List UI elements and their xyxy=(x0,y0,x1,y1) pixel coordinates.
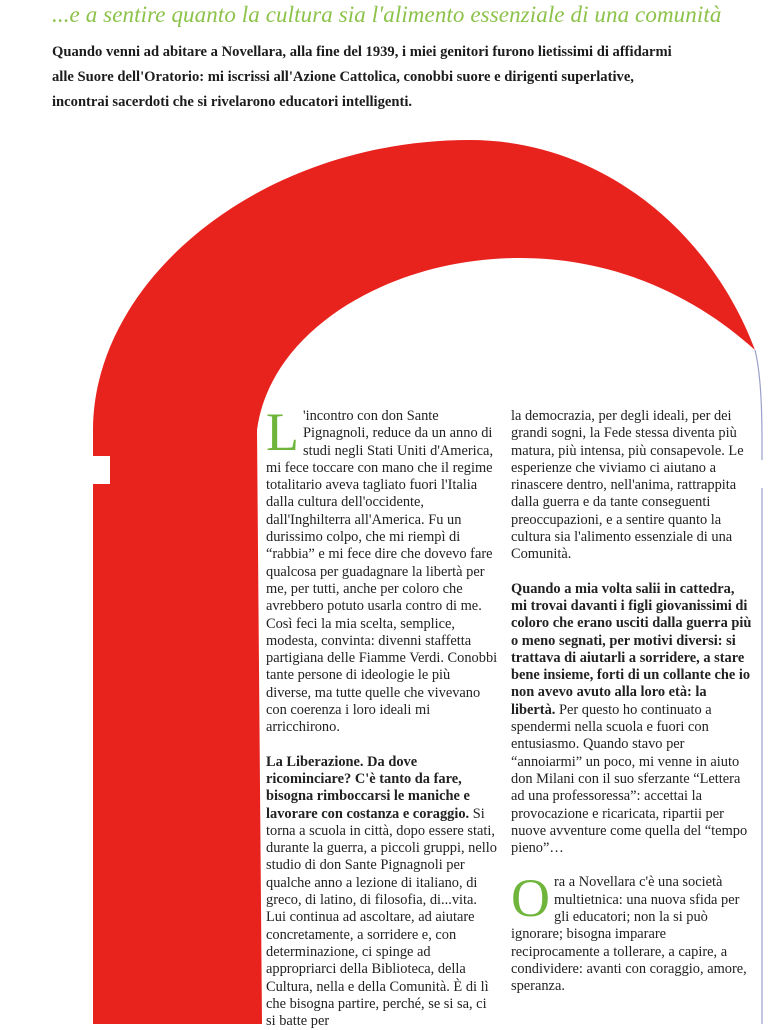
bold-lead-text: La Liberazione. Da dove ricominciare? C'è tanto da fare, bisogna rimboccarsi le maniche e lavorare con costanza e coraggio. xyxy=(266,753,470,822)
dropcap-l: L xyxy=(266,402,299,462)
paragraph-democrazia: la democrazia, per degli ideali, per dei grandi sogni, la Fede stessa diventa più matura, più intensa, più consapevole. Le esperienze che viviamo ci aiutano a rinascere dentro, nell'anima, rattrappita dalla guerra e da tante conseguenti preoccupazioni, e a sentire quanto la cultura sia l'alimento essenziale di una Comunità. xyxy=(511,408,744,563)
left-text-column xyxy=(266,402,498,1030)
paragraph-novellara xyxy=(511,868,753,995)
intro-line: incontrai sacerdoti che si rivelarono educatori intelligenti. xyxy=(52,94,413,110)
intro-line: Quando venni ad abitare a Novellara, alla fine del 1939, i miei genitori furono lietissimi di affidarmi xyxy=(52,44,672,60)
right-text-column xyxy=(511,408,753,996)
paragraph-liberazione xyxy=(266,754,498,1030)
bold-lead-text: Quando a mia volta salii in cattedra, mi trovai davanti i figli giovanissimi di coloro che erano usciti dalla guerra più o meno segnati, per motivi diversi: si trattava di aiutarli a sorridere, a stare bene insieme, forti di un collante che io non avevo avuto alla loro età: la libertà. xyxy=(511,580,752,718)
paragraph-text: Si torna a scuola in città, dopo essere stati, durante la guerra, a piccoli gruppi, nello studio di don Sante Pignagnoli per qualche anno a lezione di italiano, di greco, di latino, di filosofia, di...vita. Lui continua ad ascoltare, ad aiutare concretamente, a sorridere e, con determinazione, ci spinge ad appropriarci della Biblioteca, della Cultura, nella e della Comunità. È di lì che bisogna partire, perché, se si sa, ci si batte per xyxy=(266,805,497,1030)
arch-left-notch xyxy=(90,456,110,484)
paragraph-cattedra xyxy=(511,581,753,858)
arch-outline xyxy=(755,350,762,1024)
paragraph-text: Per questo ho continuato a spendermi nella scuola e fuori con entusiasmo. Quando stavo per “annoiarmi” un poco, mi venne in aiuto don Milani con il suo sferzante “Lettera ad una professoressa”: accettai la provocazione e ricaricata, ripartii per nuove avventure come quella del “tempo pieno”… xyxy=(511,701,748,857)
paragraph-text: 'incontro con don Sante Pignagnoli, reduce da un anno di studi negli Stati Uniti d'America, mi fece toccare con mano che il regime totalitario aveva tagliato fuori l'Italia dalla cultura dell'occidente, dall'Inghilterra all'America. Fu un durissimo colpo, che mi riempì di “rabbia” e mi fece dire che dovevo fare qualcosa per guadagnare la libertà per me, per tutti, anche per coloro che avrebbero potuto usarla contro di me. Così feci la mia scelta, semplice, modesta, convinta: divenni staffetta partigiana delle Fiamme Verdi. Conobbi tante persone di ideologie le più diverse, ma tutte quelle che vivevano con coerenza i loro ideali mi arricchirono. xyxy=(266,408,498,736)
paragraph-incontro xyxy=(266,402,498,737)
page-headline: ...e a sentire quanto la cultura sia l'alimento essenziale di una comunità xyxy=(52,2,722,27)
dropcap-o: O xyxy=(511,868,550,929)
intro-line: alle Suore dell'Oratorio: mi iscrissi all'Azione Cattolica, conobbi suore e dirigenti superlative, xyxy=(52,69,634,85)
paragraph-text: ra a Novellara c'è una società multietnica: una nuova sfida per gli educatori; non la si può ignorare; bisogna imparare reciprocamente a tollerare, a capire, a condividere: avanti con coraggio, amore, speranza. xyxy=(511,874,747,995)
